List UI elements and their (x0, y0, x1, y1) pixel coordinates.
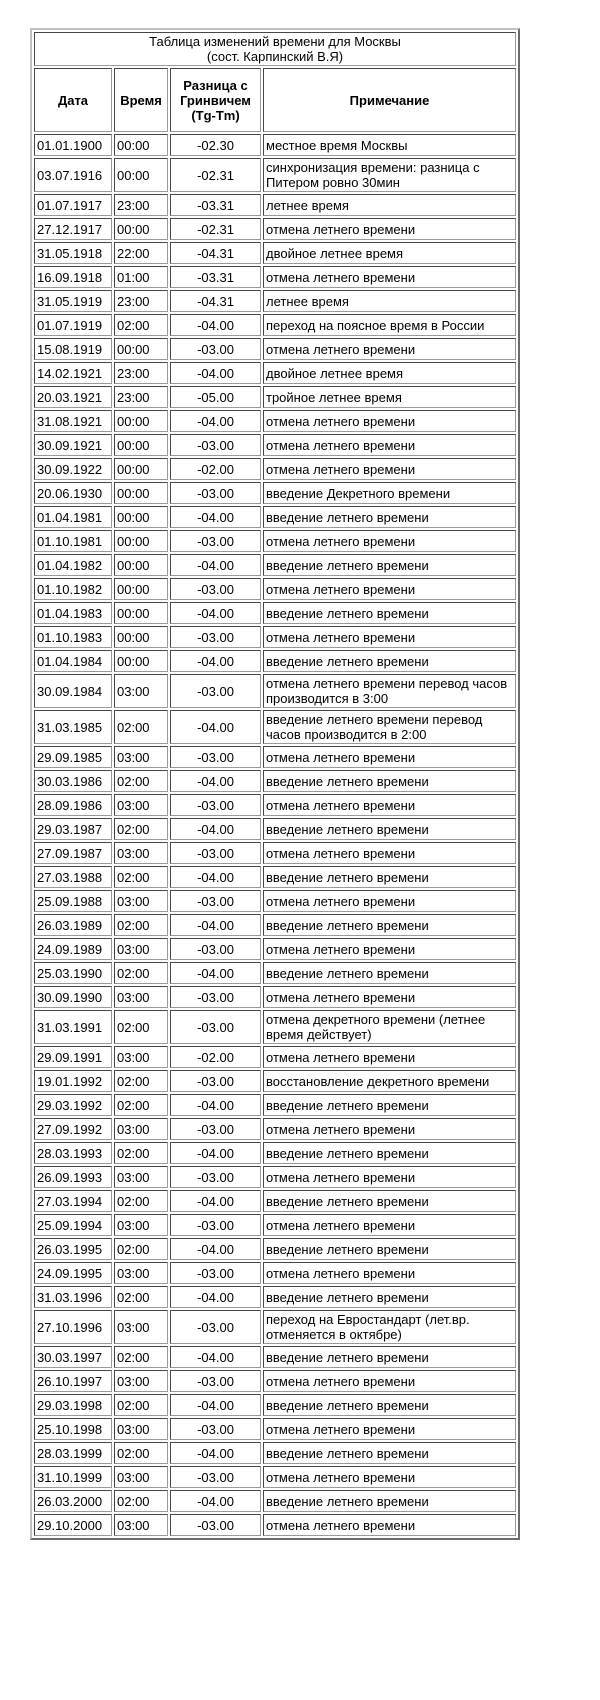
time-cell: 00:00 (114, 482, 168, 504)
note-cell: отмена летнего времени (263, 1166, 516, 1188)
time-cell: 03:00 (114, 746, 168, 768)
date-cell: 31.10.1999 (34, 1466, 112, 1488)
table-row (34, 842, 516, 864)
diff-cell: -03.00 (170, 938, 261, 960)
table-row (34, 1238, 516, 1260)
time-cell: 03:00 (114, 1262, 168, 1284)
table-row (34, 1118, 516, 1140)
note-cell: введение летнего времени (263, 914, 516, 936)
diff-cell: -04.00 (170, 650, 261, 672)
diff-cell: -04.00 (170, 1394, 261, 1416)
date-cell: 01.01.1900 (34, 134, 112, 156)
note-cell: введение летнего времени (263, 1490, 516, 1512)
diff-cell: -04.00 (170, 1190, 261, 1212)
date-cell: 30.03.1997 (34, 1346, 112, 1368)
note-cell: введение летнего времени (263, 866, 516, 888)
diff-cell: -03.00 (170, 1214, 261, 1236)
time-cell: 00:00 (114, 410, 168, 432)
diff-cell: -03.00 (170, 434, 261, 456)
table-row (34, 1418, 516, 1440)
diff-cell: -03.31 (170, 194, 261, 216)
diff-cell: -03.00 (170, 1370, 261, 1392)
diff-cell: -03.00 (170, 1262, 261, 1284)
time-cell: 03:00 (114, 986, 168, 1008)
time-cell: 03:00 (114, 1370, 168, 1392)
diff-cell: -03.00 (170, 794, 261, 816)
time-cell: 03:00 (114, 1466, 168, 1488)
date-cell: 19.01.1992 (34, 1070, 112, 1092)
date-cell: 01.04.1982 (34, 554, 112, 576)
moscow-time-changes-table (30, 28, 520, 1540)
note-cell: летнее время (263, 194, 516, 216)
diff-cell: -04.00 (170, 1142, 261, 1164)
time-cell: 02:00 (114, 962, 168, 984)
date-cell: 26.09.1993 (34, 1166, 112, 1188)
date-cell: 26.03.1989 (34, 914, 112, 936)
time-cell: 03:00 (114, 1046, 168, 1068)
note-cell: отмена декретного времени (летнее время действует) (263, 1010, 516, 1044)
table-row (34, 1346, 516, 1368)
table-row (34, 1442, 516, 1464)
diff-cell: -04.00 (170, 1490, 261, 1512)
note-cell: введение Декретного времени (263, 482, 516, 504)
time-cell: 02:00 (114, 1142, 168, 1164)
date-cell: 15.08.1919 (34, 338, 112, 360)
time-cell: 23:00 (114, 362, 168, 384)
date-cell: 27.03.1994 (34, 1190, 112, 1212)
table-row (34, 1142, 516, 1164)
diff-cell: -02.31 (170, 158, 261, 192)
time-cell: 01:00 (114, 266, 168, 288)
diff-cell: -04.31 (170, 290, 261, 312)
note-cell: отмена летнего времени (263, 1370, 516, 1392)
time-cell: 00:00 (114, 578, 168, 600)
note-cell: введение летнего времени (263, 602, 516, 624)
note-cell: отмена летнего времени (263, 890, 516, 912)
time-cell: 03:00 (114, 794, 168, 816)
time-cell: 02:00 (114, 1394, 168, 1416)
time-cell: 03:00 (114, 1166, 168, 1188)
header-time: Время (114, 68, 168, 132)
header-date: Дата (34, 68, 112, 132)
diff-cell: -04.00 (170, 602, 261, 624)
date-cell: 24.09.1995 (34, 1262, 112, 1284)
table-row (34, 1166, 516, 1188)
note-cell: переход на Евростандарт (лет.вр. отменяется в октябре) (263, 1310, 516, 1344)
time-cell: 02:00 (114, 866, 168, 888)
note-cell: отмена летнего времени (263, 1046, 516, 1068)
table-row (34, 818, 516, 840)
table-row (34, 290, 516, 312)
time-cell: 02:00 (114, 1070, 168, 1092)
date-cell: 27.09.1987 (34, 842, 112, 864)
note-cell: введение летнего времени (263, 818, 516, 840)
time-cell: 02:00 (114, 314, 168, 336)
diff-cell: -04.00 (170, 1442, 261, 1464)
note-cell: синхронизация времени: разница с Питером ровно 30мин (263, 158, 516, 192)
date-cell: 01.10.1981 (34, 530, 112, 552)
table-row (34, 626, 516, 648)
note-cell: отмена летнего времени (263, 1118, 516, 1140)
table-row (34, 1514, 516, 1536)
table-row (34, 962, 516, 984)
header-row (34, 68, 516, 132)
time-cell: 23:00 (114, 386, 168, 408)
diff-cell: -03.31 (170, 266, 261, 288)
table-row (34, 1466, 516, 1488)
diff-cell: -04.00 (170, 1238, 261, 1260)
table-row (34, 434, 516, 456)
time-cell: 02:00 (114, 1490, 168, 1512)
table-row (34, 1394, 516, 1416)
note-cell: отмена летнего времени (263, 1262, 516, 1284)
note-cell: введение летнего времени (263, 1238, 516, 1260)
table-row (34, 1010, 516, 1044)
table-row (34, 1490, 516, 1512)
time-cell: 03:00 (114, 938, 168, 960)
note-cell: введение летнего времени (263, 1142, 516, 1164)
date-cell: 27.12.1917 (34, 218, 112, 240)
date-cell: 27.09.1992 (34, 1118, 112, 1140)
table-row (34, 554, 516, 576)
date-cell: 29.09.1991 (34, 1046, 112, 1068)
date-cell: 31.05.1919 (34, 290, 112, 312)
note-cell: двойное летнее время (263, 242, 516, 264)
time-cell: 00:00 (114, 134, 168, 156)
note-cell: летнее время (263, 290, 516, 312)
date-cell: 25.09.1988 (34, 890, 112, 912)
diff-cell: -04.00 (170, 818, 261, 840)
time-cell: 00:00 (114, 434, 168, 456)
time-cell: 03:00 (114, 674, 168, 708)
date-cell: 01.07.1919 (34, 314, 112, 336)
time-cell: 03:00 (114, 1310, 168, 1344)
time-cell: 00:00 (114, 218, 168, 240)
note-cell: отмена летнего времени (263, 1466, 516, 1488)
diff-cell: -03.00 (170, 626, 261, 648)
table-row (34, 890, 516, 912)
date-cell: 25.09.1994 (34, 1214, 112, 1236)
note-cell: отмена летнего времени (263, 842, 516, 864)
note-cell: введение летнего времени перевод часов производится в 2:00 (263, 710, 516, 744)
diff-cell: -04.00 (170, 1286, 261, 1308)
table-row (34, 1094, 516, 1116)
date-cell: 31.03.1991 (34, 1010, 112, 1044)
note-cell: введение летнего времени (263, 1394, 516, 1416)
diff-cell: -04.31 (170, 242, 261, 264)
table-row (34, 1214, 516, 1236)
diff-cell: -04.00 (170, 410, 261, 432)
note-cell: отмена летнего времени (263, 938, 516, 960)
diff-cell: -04.00 (170, 962, 261, 984)
diff-cell: -04.00 (170, 710, 261, 744)
table-row (34, 1286, 516, 1308)
date-cell: 30.09.1921 (34, 434, 112, 456)
diff-cell: -03.00 (170, 1310, 261, 1344)
table-row (34, 986, 516, 1008)
diff-cell: -02.00 (170, 458, 261, 480)
diff-cell: -03.00 (170, 890, 261, 912)
time-cell: 02:00 (114, 1286, 168, 1308)
diff-cell: -03.00 (170, 578, 261, 600)
date-cell: 20.06.1930 (34, 482, 112, 504)
table-row (34, 746, 516, 768)
table-row (34, 1190, 516, 1212)
note-cell: введение летнего времени (263, 1286, 516, 1308)
note-cell: введение летнего времени (263, 1190, 516, 1212)
date-cell: 31.08.1921 (34, 410, 112, 432)
table-body (34, 32, 516, 1536)
note-cell: восстановление декретного времени (263, 1070, 516, 1092)
date-cell: 01.04.1981 (34, 506, 112, 528)
date-cell: 29.03.1992 (34, 1094, 112, 1116)
header-diff: Разница с Гринвичем (Tg-Tm) (170, 68, 261, 132)
table-row (34, 134, 516, 156)
diff-cell: -03.00 (170, 1418, 261, 1440)
note-cell: отмена летнего времени (263, 530, 516, 552)
note-cell: отмена летнего времени (263, 986, 516, 1008)
time-cell: 23:00 (114, 290, 168, 312)
table-row (34, 386, 516, 408)
table-row (34, 482, 516, 504)
time-cell: 03:00 (114, 890, 168, 912)
date-cell: 29.03.1987 (34, 818, 112, 840)
note-cell: отмена летнего времени перевод часов производится в 3:00 (263, 674, 516, 708)
diff-cell: -03.00 (170, 674, 261, 708)
note-cell: введение летнего времени (263, 554, 516, 576)
date-cell: 29.03.1998 (34, 1394, 112, 1416)
table-caption (34, 32, 516, 66)
diff-cell: -03.00 (170, 1118, 261, 1140)
time-cell: 03:00 (114, 842, 168, 864)
caption-line-2: (сост. Карпинский В.Я) (206, 49, 344, 64)
diff-cell: -02.30 (170, 134, 261, 156)
diff-cell: -04.00 (170, 866, 261, 888)
time-cell: 00:00 (114, 338, 168, 360)
note-cell: отмена летнего времени (263, 338, 516, 360)
table-row (34, 242, 516, 264)
table-row (34, 866, 516, 888)
date-cell: 31.05.1918 (34, 242, 112, 264)
note-cell: отмена летнего времени (263, 266, 516, 288)
diff-cell: -03.00 (170, 1466, 261, 1488)
date-cell: 28.03.1993 (34, 1142, 112, 1164)
time-cell: 02:00 (114, 710, 168, 744)
table-row (34, 506, 516, 528)
date-cell: 01.10.1982 (34, 578, 112, 600)
diff-cell: -03.00 (170, 746, 261, 768)
diff-cell: -03.00 (170, 1514, 261, 1536)
note-cell: введение летнего времени (263, 650, 516, 672)
note-cell: отмена летнего времени (263, 1214, 516, 1236)
table-row (34, 938, 516, 960)
table-row (34, 158, 516, 192)
time-cell: 02:00 (114, 914, 168, 936)
date-cell: 28.09.1986 (34, 794, 112, 816)
time-cell: 23:00 (114, 194, 168, 216)
time-cell: 02:00 (114, 1346, 168, 1368)
time-cell: 03:00 (114, 1418, 168, 1440)
diff-cell: -04.00 (170, 770, 261, 792)
note-cell: отмена летнего времени (263, 746, 516, 768)
caption-line-1: Таблица изменений времени для Москвы (149, 34, 401, 49)
date-cell: 31.03.1985 (34, 710, 112, 744)
time-cell: 02:00 (114, 1190, 168, 1212)
diff-cell: -04.00 (170, 314, 261, 336)
date-cell: 26.03.1995 (34, 1238, 112, 1260)
table-row (34, 602, 516, 624)
date-cell: 25.10.1998 (34, 1418, 112, 1440)
diff-cell: -02.31 (170, 218, 261, 240)
table-row (34, 794, 516, 816)
note-cell: отмена летнего времени (263, 218, 516, 240)
diff-cell: -03.00 (170, 1010, 261, 1044)
date-cell: 29.10.2000 (34, 1514, 112, 1536)
time-cell: 03:00 (114, 1118, 168, 1140)
table-row (34, 914, 516, 936)
time-cell: 03:00 (114, 1214, 168, 1236)
date-cell: 01.07.1917 (34, 194, 112, 216)
time-cell: 02:00 (114, 770, 168, 792)
note-cell: переход на поясное время в России (263, 314, 516, 336)
note-cell: двойное летнее время (263, 362, 516, 384)
note-cell: отмена летнего времени (263, 1418, 516, 1440)
date-cell: 27.03.1988 (34, 866, 112, 888)
time-cell: 02:00 (114, 1094, 168, 1116)
diff-cell: -03.00 (170, 1166, 261, 1188)
date-cell: 26.03.2000 (34, 1490, 112, 1512)
table-row (34, 1262, 516, 1284)
time-cell: 03:00 (114, 1514, 168, 1536)
date-cell: 03.07.1916 (34, 158, 112, 192)
time-cell: 02:00 (114, 1442, 168, 1464)
date-cell: 14.02.1921 (34, 362, 112, 384)
date-cell: 25.03.1990 (34, 962, 112, 984)
note-cell: введение летнего времени (263, 506, 516, 528)
diff-cell: -03.00 (170, 986, 261, 1008)
table-row (34, 338, 516, 360)
note-cell: отмена летнего времени (263, 794, 516, 816)
date-cell: 26.10.1997 (34, 1370, 112, 1392)
note-cell: отмена летнего времени (263, 458, 516, 480)
table-row (34, 674, 516, 708)
date-cell: 30.03.1986 (34, 770, 112, 792)
date-cell: 01.10.1983 (34, 626, 112, 648)
diff-cell: -04.00 (170, 506, 261, 528)
note-cell: отмена летнего времени (263, 626, 516, 648)
table-row (34, 1070, 516, 1092)
note-cell: введение летнего времени (263, 770, 516, 792)
note-cell: введение летнего времени (263, 962, 516, 984)
diff-cell: -04.00 (170, 554, 261, 576)
diff-cell: -03.00 (170, 842, 261, 864)
table-row (34, 266, 516, 288)
diff-cell: -03.00 (170, 482, 261, 504)
note-cell: тройное летнее время (263, 386, 516, 408)
diff-cell: -03.00 (170, 1070, 261, 1092)
table-row (34, 1046, 516, 1068)
diff-cell: -04.00 (170, 1094, 261, 1116)
date-cell: 27.10.1996 (34, 1310, 112, 1344)
time-cell: 00:00 (114, 602, 168, 624)
date-cell: 30.09.1990 (34, 986, 112, 1008)
caption-row (34, 32, 516, 66)
note-cell: отмена летнего времени (263, 434, 516, 456)
table-row (34, 710, 516, 744)
time-cell: 02:00 (114, 818, 168, 840)
table-row (34, 578, 516, 600)
date-cell: 16.09.1918 (34, 266, 112, 288)
table-row (34, 1310, 516, 1344)
table-row (34, 650, 516, 672)
table-row (34, 218, 516, 240)
note-cell: введение летнего времени (263, 1094, 516, 1116)
time-cell: 02:00 (114, 1238, 168, 1260)
date-cell: 28.03.1999 (34, 1442, 112, 1464)
date-cell: 01.04.1984 (34, 650, 112, 672)
time-cell: 00:00 (114, 554, 168, 576)
date-cell: 01.04.1983 (34, 602, 112, 624)
table-row (34, 770, 516, 792)
date-cell: 30.09.1922 (34, 458, 112, 480)
time-cell: 00:00 (114, 158, 168, 192)
note-cell: отмена летнего времени (263, 578, 516, 600)
diff-cell: -04.00 (170, 362, 261, 384)
diff-cell: -03.00 (170, 338, 261, 360)
time-cell: 22:00 (114, 242, 168, 264)
time-cell: 00:00 (114, 650, 168, 672)
time-cell: 00:00 (114, 458, 168, 480)
note-cell: введение летнего времени (263, 1442, 516, 1464)
diff-cell: -04.00 (170, 1346, 261, 1368)
table-row (34, 194, 516, 216)
note-cell: отмена летнего времени (263, 1514, 516, 1536)
table-row (34, 1370, 516, 1392)
time-cell: 02:00 (114, 1010, 168, 1044)
date-cell: 31.03.1996 (34, 1286, 112, 1308)
date-cell: 29.09.1985 (34, 746, 112, 768)
time-cell: 00:00 (114, 506, 168, 528)
table-row (34, 530, 516, 552)
note-cell: введение летнего времени (263, 1346, 516, 1368)
table-row (34, 458, 516, 480)
time-cell: 00:00 (114, 626, 168, 648)
date-cell: 20.03.1921 (34, 386, 112, 408)
table-row (34, 362, 516, 384)
time-cell: 00:00 (114, 530, 168, 552)
diff-cell: -02.00 (170, 1046, 261, 1068)
note-cell: местное время Москвы (263, 134, 516, 156)
date-cell: 30.09.1984 (34, 674, 112, 708)
diff-cell: -03.00 (170, 530, 261, 552)
note-cell: отмена летнего времени (263, 410, 516, 432)
table-row (34, 410, 516, 432)
diff-cell: -04.00 (170, 914, 261, 936)
date-cell: 24.09.1989 (34, 938, 112, 960)
table-row (34, 314, 516, 336)
diff-cell: -05.00 (170, 386, 261, 408)
header-note: Примечание (263, 68, 516, 132)
